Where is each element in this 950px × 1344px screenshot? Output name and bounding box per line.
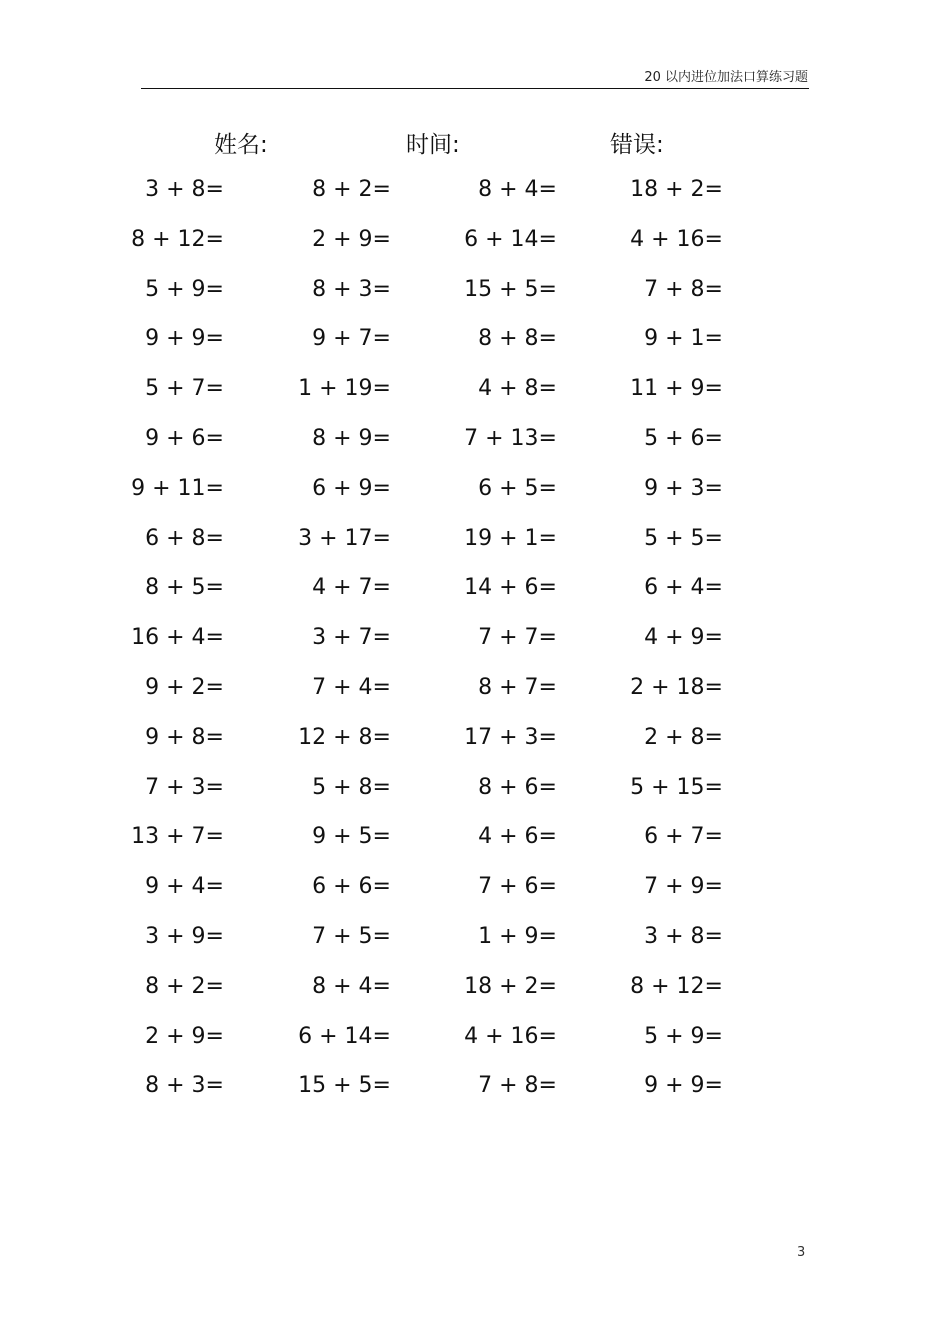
problem-item: 2 + 9=	[145, 1023, 224, 1049]
problem-item: 5 + 8=	[312, 774, 391, 800]
problem-item: 8 + 2=	[145, 973, 224, 999]
problem-item: 9 + 1=	[644, 326, 723, 352]
problem-item: 9 + 2=	[145, 675, 224, 700]
header-divider	[141, 88, 809, 89]
problem-item: 12 + 8=	[298, 724, 391, 750]
problem-item: 9 + 7=	[312, 326, 391, 352]
problem-item: 9 + 6=	[145, 426, 224, 451]
problem-item: 18 + 2=	[464, 973, 557, 999]
problem-item: 8 + 3=	[312, 276, 391, 302]
problem-item: 5 + 6=	[644, 426, 723, 451]
problem-item: 5 + 15=	[630, 774, 723, 800]
problem-item: 1 + 19=	[298, 376, 391, 402]
problem-item: 14 + 6=	[464, 575, 557, 601]
problem-item: 8 + 4=	[312, 973, 391, 999]
problem-item: 7 + 13=	[464, 426, 557, 451]
problem-item: 6 + 14=	[464, 226, 557, 252]
problem-item: 2 + 9=	[312, 226, 391, 252]
problem-item: 8 + 9=	[312, 426, 391, 451]
student-info-row	[0, 126, 950, 162]
problem-item: 4 + 16=	[464, 1023, 557, 1049]
problem-item: 3 + 8=	[644, 924, 723, 949]
problem-item: 1 + 9=	[478, 924, 557, 949]
problem-item: 8 + 8=	[478, 326, 557, 352]
problem-item: 16 + 4=	[131, 625, 224, 651]
problem-item: 6 + 5=	[478, 475, 557, 501]
problem-item: 9 + 9=	[145, 326, 224, 352]
problem-item: 6 + 4=	[644, 575, 723, 601]
problem-item: 3 + 7=	[312, 625, 391, 651]
errors-label: 错误:	[610, 132, 664, 158]
problem-item: 9 + 4=	[145, 874, 224, 900]
problem-item: 7 + 9=	[644, 874, 723, 900]
problem-item: 7 + 4=	[312, 675, 391, 700]
problem-item: 5 + 9=	[644, 1023, 723, 1049]
problem-item: 5 + 5=	[644, 525, 723, 551]
problem-item: 8 + 7=	[478, 675, 557, 700]
problem-grid	[0, 170, 950, 1120]
problem-item: 8 + 3=	[145, 1073, 224, 1099]
problem-item: 4 + 6=	[478, 824, 557, 850]
time-label: 时间:	[406, 132, 460, 158]
problem-item: 8 + 12=	[131, 226, 224, 252]
problem-item: 3 + 9=	[145, 924, 224, 949]
problem-item: 9 + 3=	[644, 475, 723, 501]
problem-item: 8 + 6=	[478, 774, 557, 800]
problem-item: 7 + 3=	[145, 774, 224, 800]
problem-item: 7 + 8=	[644, 276, 723, 302]
problem-item: 5 + 7=	[145, 376, 224, 402]
problem-item: 6 + 6=	[312, 874, 391, 900]
problem-item: 4 + 16=	[630, 226, 723, 252]
problem-item: 15 + 5=	[464, 276, 557, 302]
problem-item: 3 + 8=	[145, 177, 224, 202]
problem-item: 4 + 9=	[644, 625, 723, 651]
problem-item: 6 + 14=	[298, 1023, 391, 1049]
problem-item: 6 + 7=	[644, 824, 723, 850]
problem-item: 15 + 5=	[298, 1073, 391, 1099]
problem-item: 6 + 9=	[312, 475, 391, 501]
name-label: 姓名:	[214, 132, 268, 158]
problem-item: 5 + 9=	[145, 276, 224, 302]
problem-item: 4 + 8=	[478, 376, 557, 402]
problem-item: 7 + 6=	[478, 874, 557, 900]
problem-item: 4 + 7=	[312, 575, 391, 601]
problem-item: 18 + 2=	[630, 177, 723, 202]
problem-item: 2 + 8=	[644, 724, 723, 750]
problem-item: 7 + 7=	[478, 625, 557, 651]
problem-item: 17 + 3=	[464, 724, 557, 750]
problem-item: 6 + 8=	[145, 525, 224, 551]
problem-item: 9 + 8=	[145, 724, 224, 750]
problem-item: 11 + 9=	[630, 376, 723, 402]
problem-item: 8 + 12=	[630, 973, 723, 999]
problem-item: 9 + 11=	[131, 475, 224, 501]
problem-item: 7 + 5=	[312, 924, 391, 949]
problem-item: 8 + 2=	[312, 177, 391, 202]
running-header-title: 20 以内进位加法口算练习题	[644, 70, 808, 85]
problem-item: 13 + 7=	[131, 824, 224, 850]
problem-item: 7 + 8=	[478, 1073, 557, 1099]
problem-item: 19 + 1=	[464, 525, 557, 551]
problem-item: 2 + 18=	[630, 675, 723, 700]
problem-item: 8 + 5=	[145, 575, 224, 601]
problem-item: 9 + 9=	[644, 1073, 723, 1099]
page-number: 3	[797, 1245, 806, 1260]
problem-item: 8 + 4=	[478, 177, 557, 202]
problem-item: 3 + 17=	[298, 525, 391, 551]
problem-item: 9 + 5=	[312, 824, 391, 850]
